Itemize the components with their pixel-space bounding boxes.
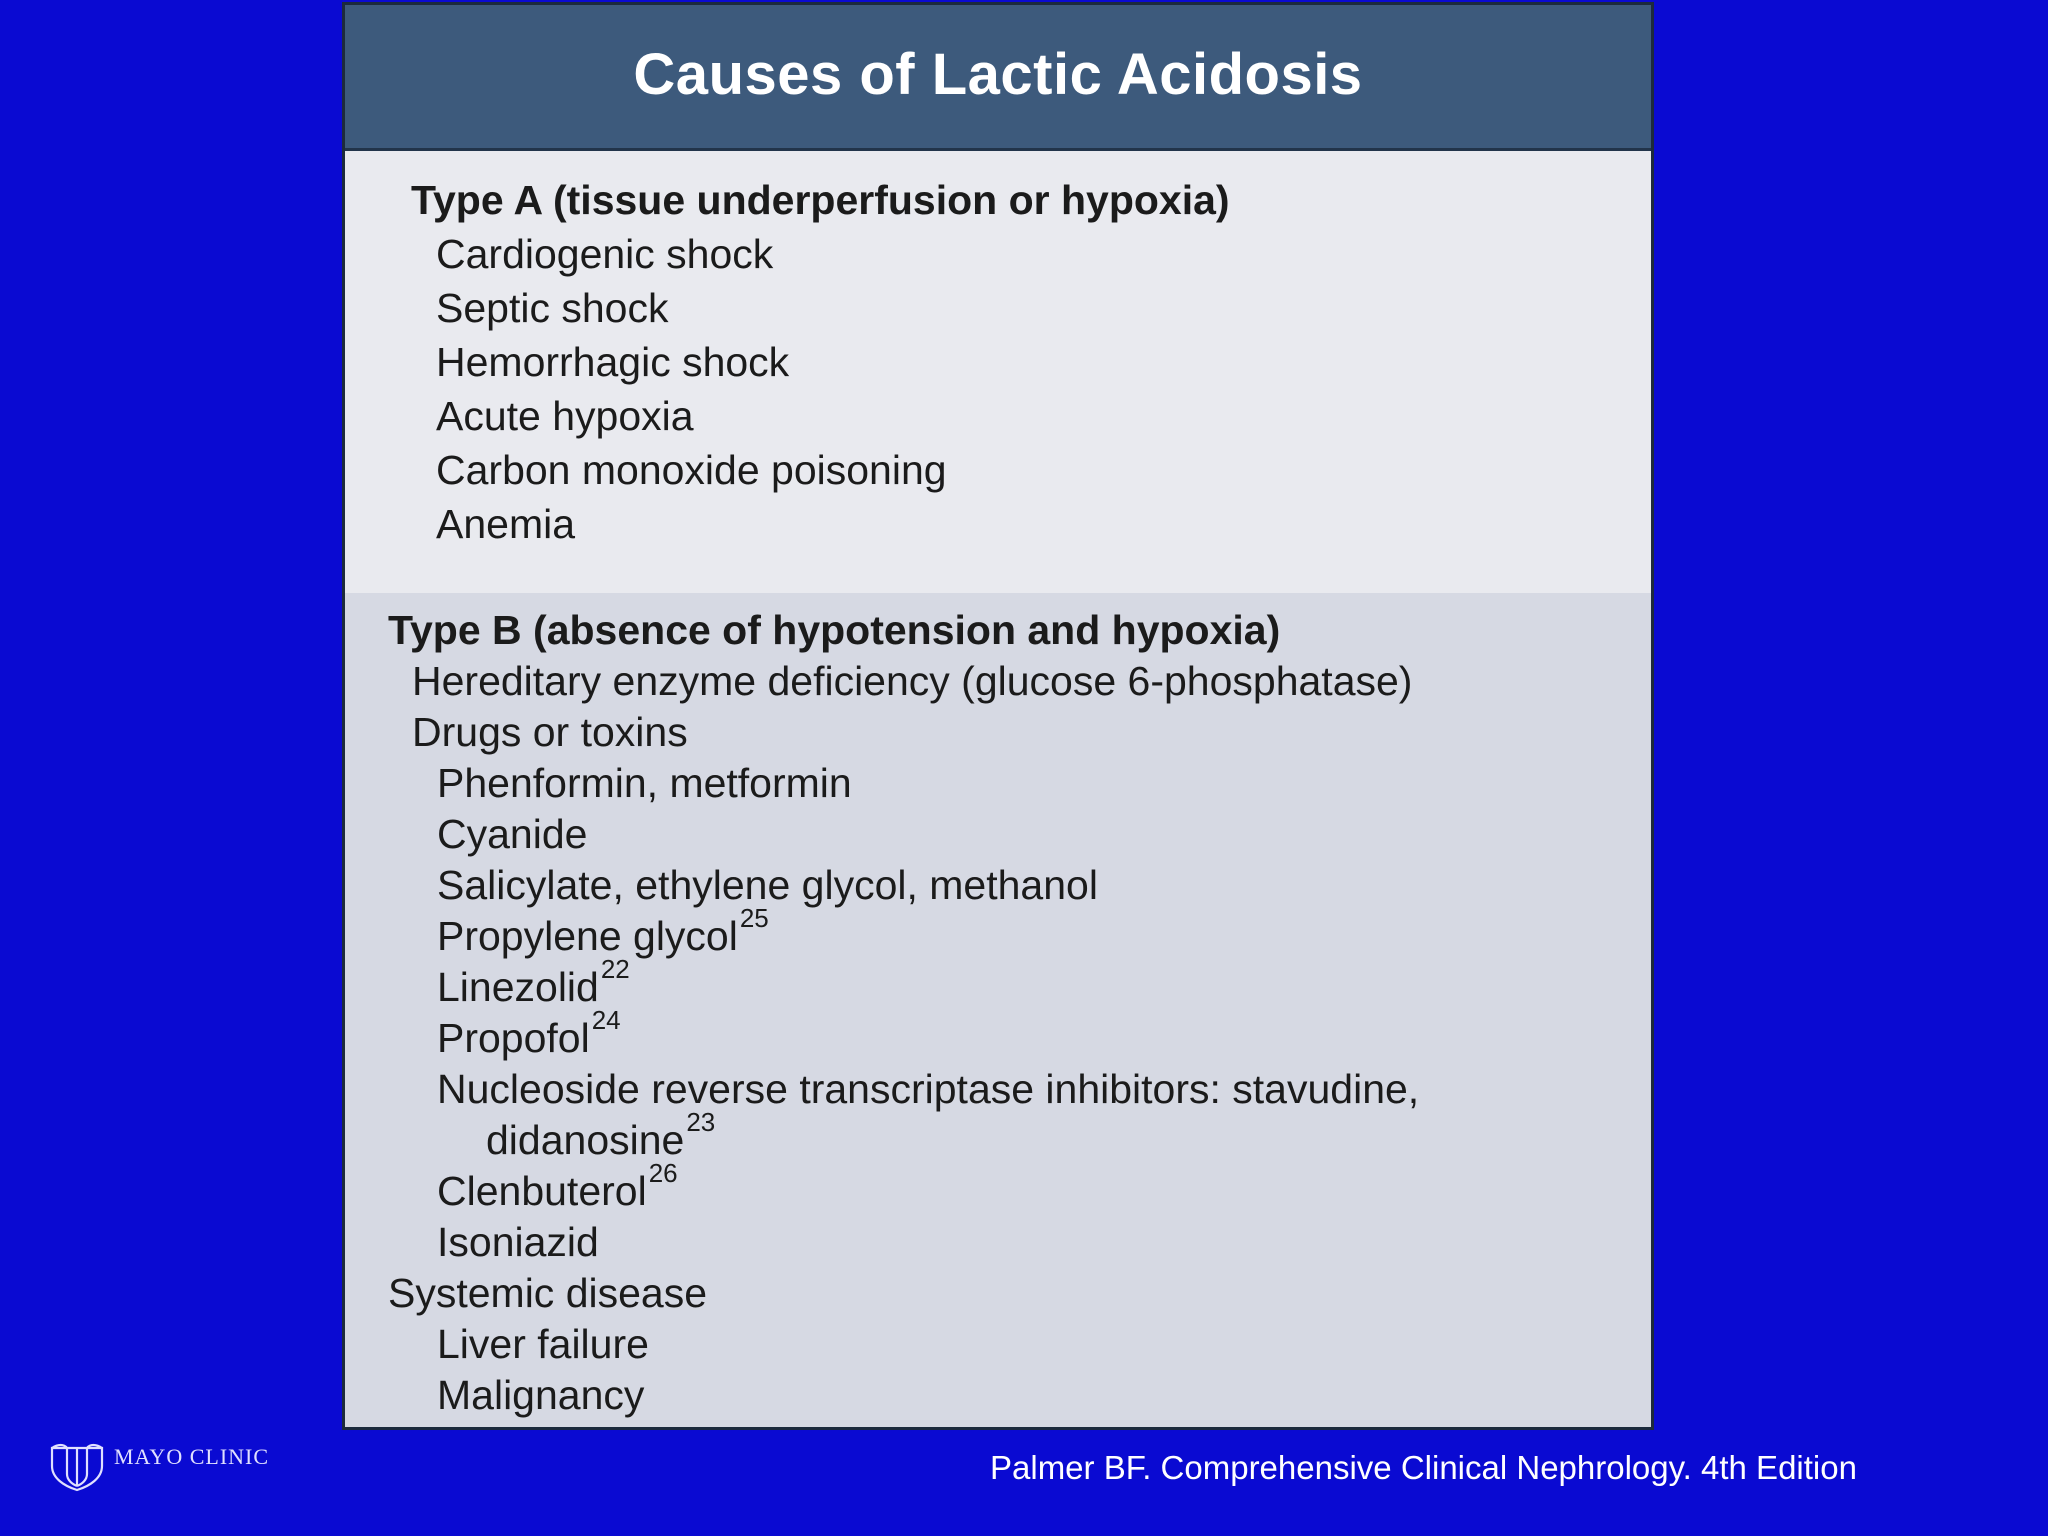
table-header	[345, 5, 1651, 151]
drug-item	[437, 1005, 1651, 1064]
reference-number: 26	[648, 1158, 678, 1188]
type-a-item: Acute hypoxia	[436, 393, 694, 439]
drug-name: Clenbuterol	[437, 1168, 647, 1214]
reference-number: 22	[600, 954, 630, 984]
drug-name: Linezolid	[437, 964, 599, 1010]
mayo-shield-icon	[48, 1440, 106, 1492]
type-a-item: Carbon monoxide poisoning	[436, 447, 947, 493]
drug-name: Propylene glycol	[437, 913, 738, 959]
table-title: Causes of Lactic Acidosis	[633, 42, 1363, 107]
systemic-heading: Systemic disease	[388, 1270, 708, 1316]
lactic-acidosis-table	[342, 2, 1654, 1430]
reference-number: 24	[591, 1005, 621, 1035]
systemic-item: Malignancy	[437, 1372, 645, 1418]
hereditary-item: Hereditary enzyme deficiency (glucose 6-phosphatase)	[412, 658, 1413, 704]
type-a-item: Hemorrhagic shock	[436, 339, 790, 385]
reference-number: 25	[739, 903, 769, 933]
mayo-clinic-logo	[48, 1440, 269, 1492]
citation: Palmer BF. Comprehensive Clinical Nephrology. 4th Edition	[990, 1449, 1857, 1486]
drug-name: Salicylate, ethylene glycol, methanol	[437, 862, 1098, 908]
type-a-section	[345, 151, 1651, 593]
drug-item	[437, 1158, 1651, 1217]
drug-item	[437, 1217, 1651, 1268]
drug-name: Cyanide	[437, 811, 588, 857]
drug-name: Isoniazid	[437, 1219, 599, 1265]
reference-number: 23	[686, 1107, 716, 1137]
systemic-item: Liver failure	[437, 1321, 649, 1367]
type-b-section	[345, 593, 1651, 1421]
drug-name: Propofol	[437, 1015, 590, 1061]
drug-item	[437, 1064, 1651, 1115]
drug-name: Phenformin, metformin	[437, 760, 852, 806]
type-a-heading: Type A (tissue underperfusion or hypoxia)	[411, 177, 1230, 223]
drug-name: didanosine	[486, 1117, 685, 1163]
drug-item	[437, 809, 1651, 860]
type-a-item: Anemia	[436, 501, 576, 547]
drug-item	[437, 758, 1651, 809]
logo-text: MAYO CLINIC	[114, 1444, 270, 1469]
drugs-heading: Drugs or toxins	[412, 709, 688, 755]
type-a-item: Cardiogenic shock	[436, 231, 774, 277]
drug-name: Nucleoside reverse transcriptase inhibitors: stavudine,	[437, 1066, 1420, 1112]
drug-item	[437, 860, 1651, 911]
type-b-heading: Type B (absence of hypotension and hypoxia)	[388, 607, 1281, 653]
type-a-item: Septic shock	[436, 285, 669, 331]
